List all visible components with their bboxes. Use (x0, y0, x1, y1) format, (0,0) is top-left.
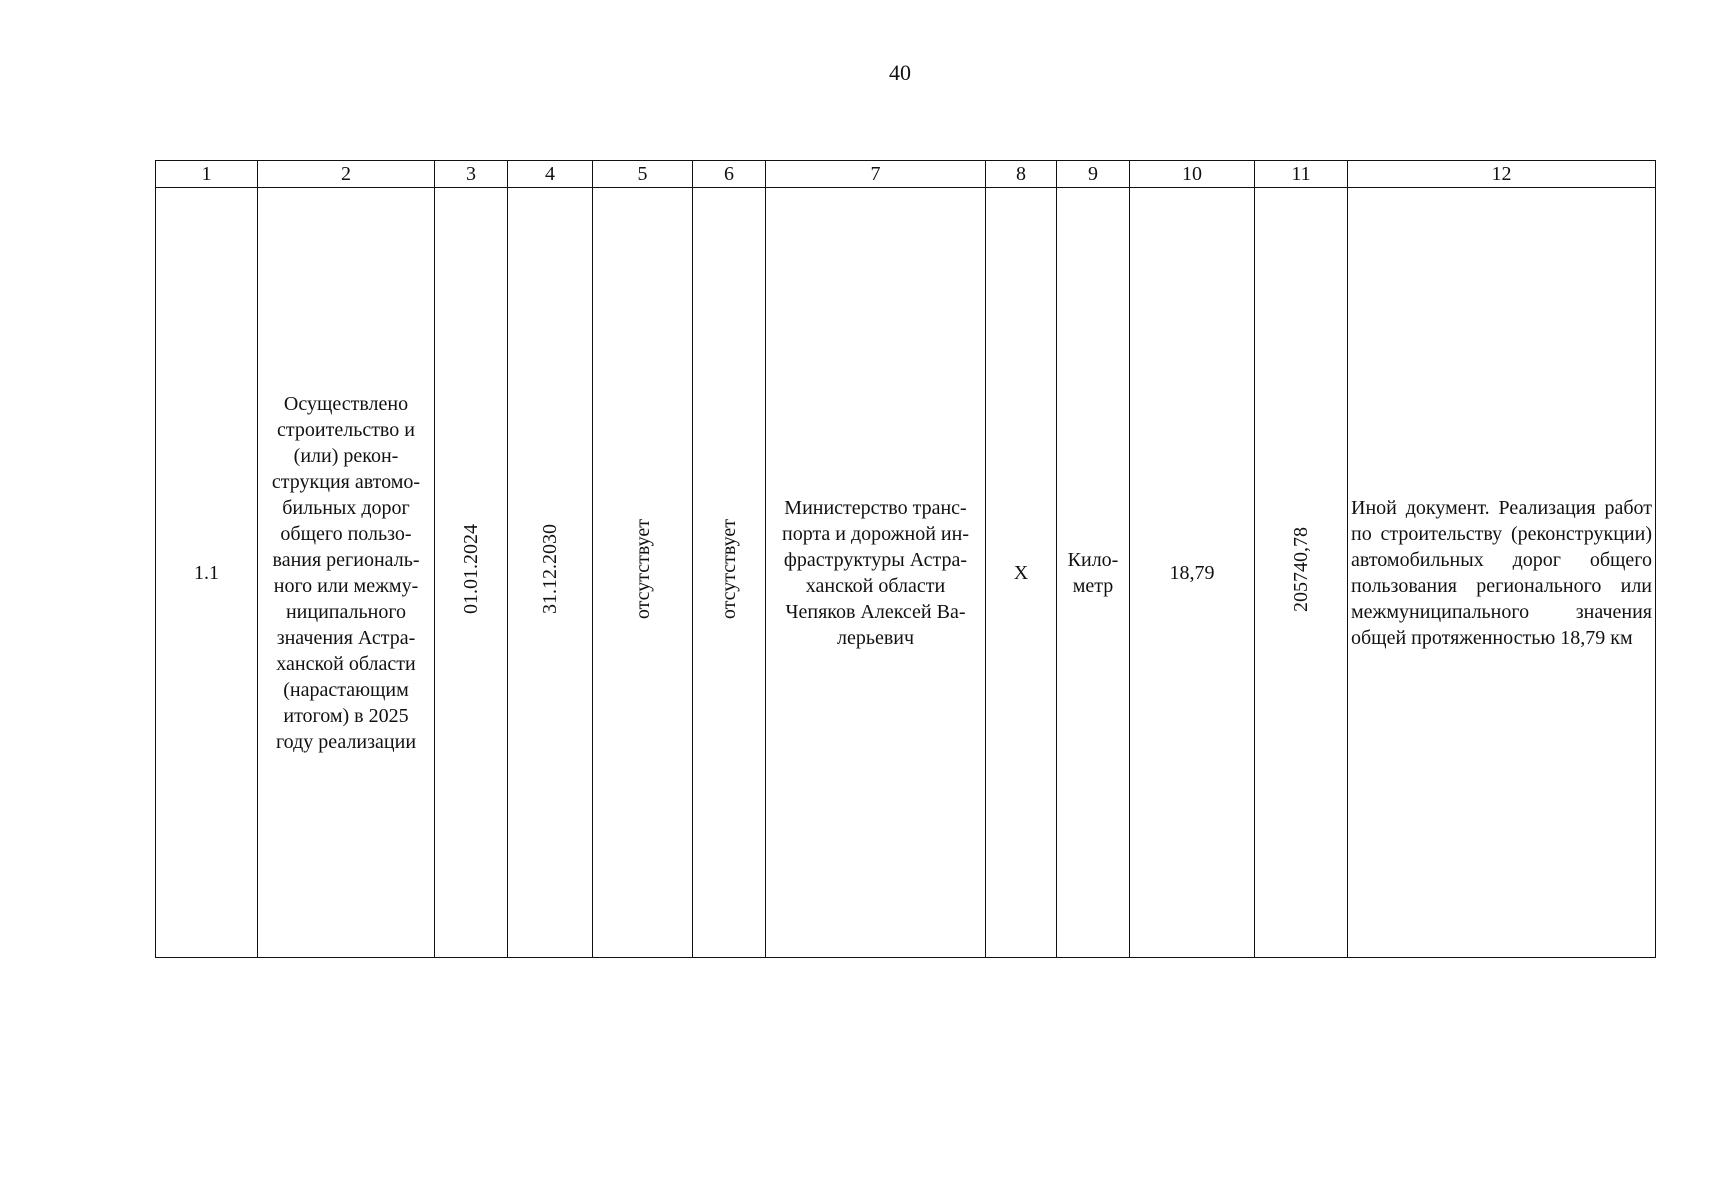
amount: 205740,78 (1290, 526, 1312, 612)
column-header-7: 7 (766, 161, 986, 188)
responsible-line: лерьевич (836, 626, 915, 649)
cell-end-date (508, 188, 593, 958)
cell-responsible (766, 188, 986, 958)
passport-table (155, 160, 1656, 958)
unit-line: метр (1072, 574, 1114, 597)
cell-document (1348, 188, 1656, 958)
column-header-10: 10 (1130, 161, 1255, 188)
result-name-line: ниципального (285, 600, 407, 623)
column-header-4: 4 (508, 161, 593, 188)
cell-start-date (435, 188, 508, 958)
cell-amount (1255, 188, 1348, 958)
cell-column-5 (593, 188, 693, 958)
responsible-line: Чепяков Алексей Ва- (785, 600, 966, 623)
result-name-line: струкция автомо- (271, 470, 421, 493)
responsible-line: Министерство транс- (784, 496, 967, 519)
column-header-11: 11 (1255, 161, 1348, 188)
result-name-line: общего пользо- (280, 522, 412, 545)
result-name-line: ханской области (276, 652, 416, 675)
cell-column-8 (986, 188, 1057, 958)
result-name-line: строительство и (277, 418, 415, 441)
column-header-1: 1 (156, 161, 258, 188)
column-6-value: отсутствует (718, 518, 740, 620)
cell-column-6 (693, 188, 766, 958)
cell-item-number (156, 188, 258, 958)
cell-value (1130, 188, 1255, 958)
unit-line: Кило- (1067, 548, 1119, 571)
start-date: 01.01.2024 (460, 524, 482, 614)
cell-unit (1057, 188, 1130, 958)
result-name-line: значения Астра- (276, 626, 416, 649)
value: 18,79 (1169, 561, 1215, 584)
cell-result-name (258, 188, 435, 958)
table-row (156, 188, 1656, 958)
result-name-line: (нарастающим (283, 678, 409, 701)
responsible-line: порта и дорожной ин- (782, 522, 969, 545)
column-header-9: 9 (1057, 161, 1130, 188)
column-header-2: 2 (258, 161, 435, 188)
column-header-6: 6 (693, 161, 766, 188)
item-number: 1.1 (194, 561, 219, 584)
column-header-3: 3 (435, 161, 508, 188)
result-name-line: (или) рекон- (293, 444, 399, 467)
result-name-line: году реализации (275, 730, 417, 753)
column-5-value: отсутствует (631, 518, 654, 620)
header-row (156, 161, 1656, 188)
column-header-5: 5 (593, 161, 693, 188)
responsible-line: фраструктуры Астра- (783, 548, 968, 571)
end-date: 31.12.2030 (539, 524, 561, 614)
document-description: Иной документ. Реализация работ по строительству (реконструкции) автомобильных дорог общего пользования регионального или межмуниципального значения общей протяженностью 18,79 км (1351, 496, 1652, 649)
column-header-8: 8 (986, 161, 1057, 188)
column-header-12: 12 (1348, 161, 1656, 188)
page-number: 40 (889, 60, 911, 85)
result-name-line: ного или межму- (273, 574, 419, 597)
result-name-line: итогом) в 2025 (283, 704, 409, 727)
result-name-line: бильных дорог (282, 496, 410, 519)
result-name-line: Осуществлено (283, 392, 409, 415)
result-name-line: вания региональ- (272, 548, 420, 571)
column-8-value: X (1013, 561, 1029, 584)
responsible-line: ханской области (805, 574, 946, 597)
